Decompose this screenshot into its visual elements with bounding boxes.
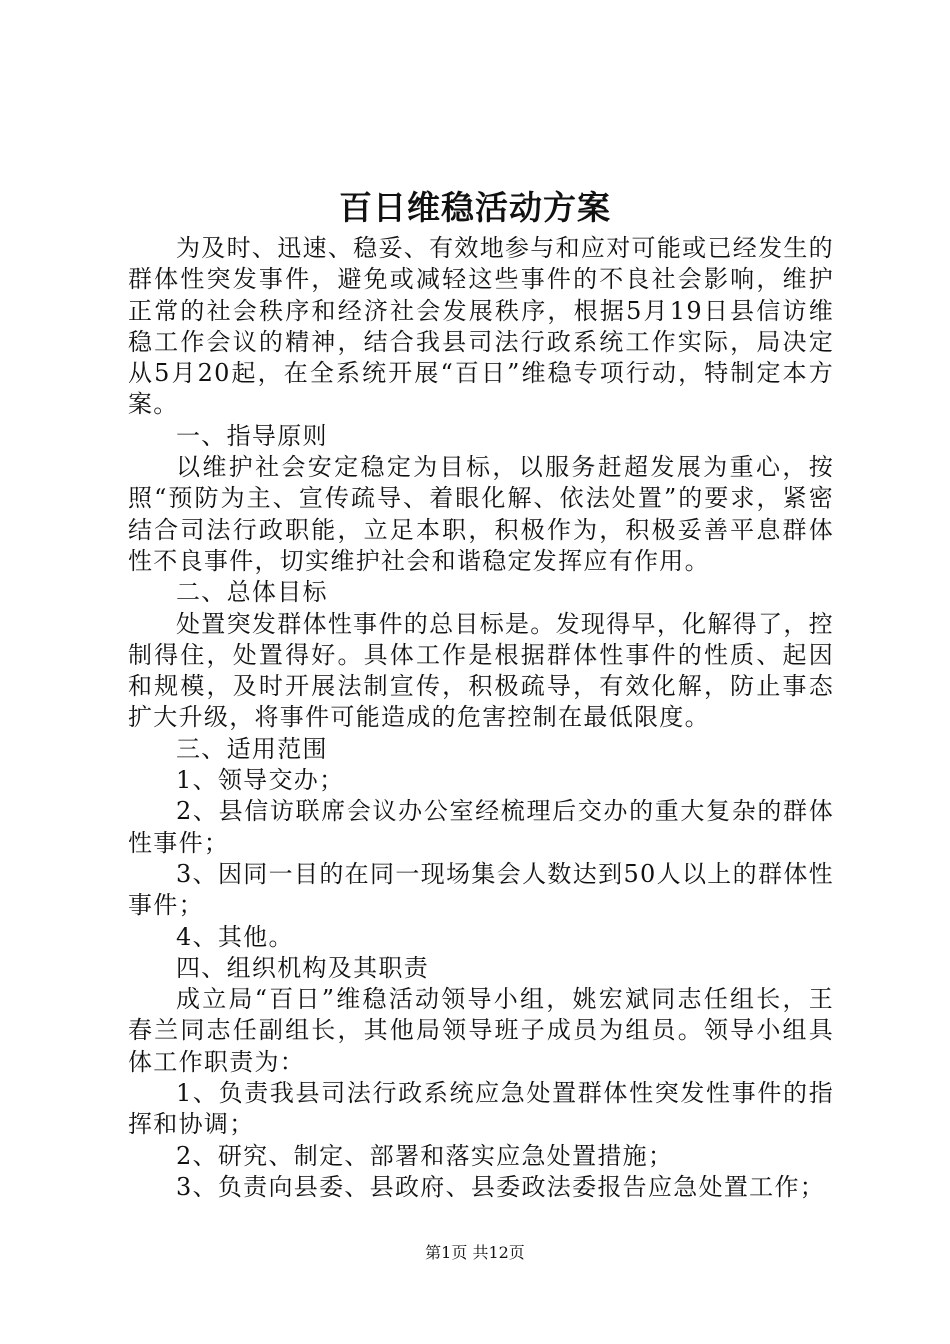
document-body [128, 233, 834, 1203]
section-heading-organization: 四、组织机构及其职责 [176, 953, 429, 982]
list-item-scope-2: 2、县信访联席会议办公室经梳理后交办的重大复杂的群体性事件； [128, 797, 834, 857]
paragraph-organization: 成立局“百日”维稳活动领导小组，姚宏斌同志任组长，王春兰同志任副组长，其他局领导班子成员为组员。领导小组具体工作职责为： [128, 985, 834, 1076]
section-heading-guiding-principles: 一、指导原则 [176, 421, 328, 450]
paragraph-overall-goal: 处置突发群体性事件的总目标是。发现得早，化解得了，控制得住，处置得好。具体工作是根据群体性事件的性质、起因和规模，及时开展法制宣传，积极疏导，有效化解，防止事态扩大升级，将事件可能造成的危害控制在最低限度。 [128, 609, 834, 732]
list-item-scope-1: 1、领导交办； [176, 766, 345, 795]
section-heading-overall-goal: 二、总体目标 [176, 578, 328, 607]
paragraph-guiding-principles: 以维护社会安定稳定为目标，以服务赶超发展为重心，按照“预防为主、宣传疏导、着眼化解、依法处置”的要求，紧密结合司法行政职能，立足本职，积极作为，积极妥善平息群体性不良事件，切实维护社会和谐稳定发挥应有作用。 [128, 453, 834, 575]
list-item-duty-3: 3、负责向县委、县政府、县委政法委报告应急处置工作； [176, 1172, 826, 1201]
list-item-scope-3: 3、因同一目的在同一现场集会人数达到50人以上的群体性事件； [128, 859, 834, 920]
document-title: 百日维稳活动方案 [339, 188, 611, 227]
list-item-scope-4: 4、其他。 [176, 922, 294, 951]
page-footer: 第1页 共12页 [425, 1243, 525, 1262]
paragraph-intro: 为及时、迅速、稳妥、有效地参与和应对可能或已经发生的群体性突发事件，避免或减轻这些事件的不良社会影响，维护正常的社会秩序和经济社会发展秩序，根据5月19日县信访维稳工作会议的精神，结合我县司法行政系统工作实际，局决定从5月20起，在全系统开展“百日”维稳专项行动，特制定本方案。 [128, 234, 834, 419]
section-heading-scope: 三、适用范围 [176, 734, 328, 763]
list-item-duty-1: 1、负责我县司法行政系统应急处置群体性突发性事件的指挥和协调； [128, 1079, 834, 1139]
list-item-duty-2: 2、研究、制定、部署和落实应急处置措施； [176, 1141, 674, 1170]
